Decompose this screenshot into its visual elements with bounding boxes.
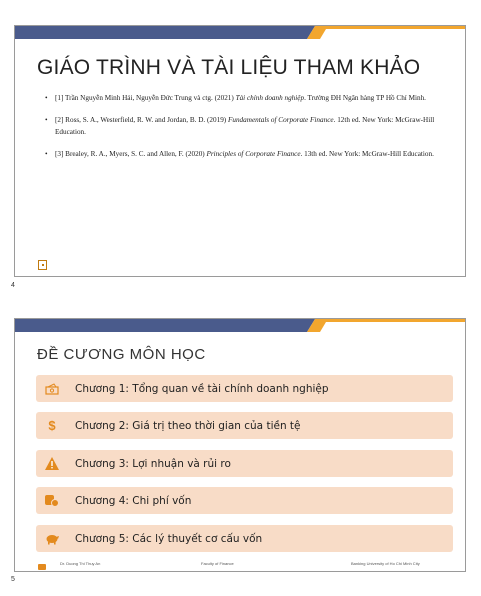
chapter-item-4[interactable] <box>36 487 453 514</box>
chapter-item-5[interactable] <box>36 525 453 552</box>
footer-university: Banking University of Ho Chi Minh City <box>351 561 420 566</box>
page-title: GIÁO TRÌNH VÀ TÀI LIỆU THAM KHẢO <box>37 56 421 79</box>
chapter-item-2[interactable] <box>36 412 453 439</box>
list-item: • [3] Brealey, R. A., Myers, S. C. and Allen, F. (2020) Principles of Corporate Finance. 13th ed. New York: McGraw-Hill Education. <box>45 150 434 158</box>
chapter-label: Chương 1: Tổng quan về tài chính doanh nghiệp <box>75 382 329 395</box>
chapter-label: Chương 2: Giá trị theo thời gian của tiền tệ <box>75 419 301 432</box>
chapter-item-3[interactable] <box>36 450 453 477</box>
page-number: 5 <box>11 576 15 583</box>
reference-list <box>45 92 447 170</box>
piggy-bank-icon <box>45 532 59 546</box>
list-item: • [2] Ross, S. A., Westerfield, R. W. and Jordan, B. D. (2019) Fundamentals of Corporate Finance. 12th ed. New York: McGraw-Hill Education. <box>45 116 435 136</box>
page-number: 4 <box>11 282 15 289</box>
page-title: ĐỀ CƯƠNG MÔN HỌC <box>37 346 206 363</box>
coins-icon <box>45 494 59 508</box>
money-icon <box>45 382 59 396</box>
chapter-label: Chương 4: Chi phí vốn <box>75 494 192 507</box>
dollar-icon: $ <box>48 418 56 433</box>
warning-icon <box>45 457 59 471</box>
slide-logo-icon <box>38 260 47 270</box>
footer-faculty: Faculty of Finance <box>201 561 234 566</box>
footer-author: Dr. Duong Thi Thuy An <box>60 561 101 566</box>
slide-syllabus <box>14 318 466 572</box>
slide-logo-icon <box>38 564 46 570</box>
list-item: • [1] Trần Nguyễn Minh Hải, Nguyễn Đức Trung và ctg. (2021) Tài chính doanh nghiệp. Trường ĐH Ngân hàng TP Hồ Chí Minh. <box>45 94 426 102</box>
slide-references <box>14 25 466 277</box>
chapter-item-1[interactable] <box>36 375 453 402</box>
header-bar <box>15 26 465 39</box>
chapter-label: Chương 3: Lợi nhuận và rủi ro <box>75 457 231 470</box>
chapter-label: Chương 5: Các lý thuyết cơ cấu vốn <box>75 532 263 545</box>
header-bar <box>15 319 465 332</box>
